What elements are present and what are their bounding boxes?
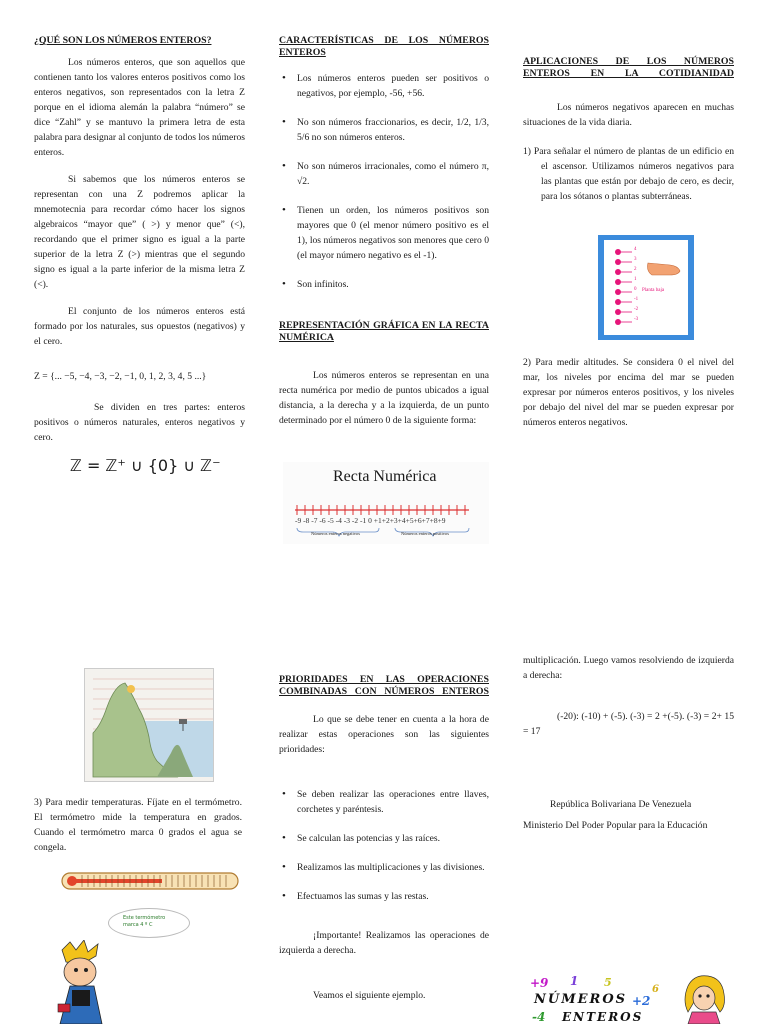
heading-applications: APLICACIONES DE LOS NÚMEROS ENTEROS EN LA COTIDIANIDAD <box>523 56 734 79</box>
list-item: • No son números irracionales, como el número π, √2. <box>297 159 489 189</box>
floor-number: 1 <box>634 277 637 282</box>
list-item: • Efectuamos las sumas y las restas. <box>297 889 489 904</box>
paragraph-daily-life: Los números negativos aparecen en muchas situaciones de la vida diaria. <box>523 102 734 128</box>
mountain-sea-icon <box>85 669 213 781</box>
heading-priorities: PRIORIDADES EN LAS OPERACIONES COMBINADAS CON NÚMEROS ENTEROS <box>279 674 489 697</box>
paragraph-mnemonic: Si sabemos que los números enteros se representan con una Z podremos aplicar la mnemotecnia para recordar cómo hacer los signos algebraicos “mayor que” ( >) y menor que” (<), recordando que el primer signo es igual a la parte superior de la letra Z (>) mientras que el segundo signo es igual a la parte inferior de la misma letra Z (<). <box>34 174 245 290</box>
speech-bubble-text: Este termómetro marca 4 º C <box>123 915 166 928</box>
paragraph-set: El conjunto de los números enteros está formado por los naturales, sus opuestos (negativos) y el cero. <box>34 306 245 347</box>
application-temperatures: 3) Para medir temperaturas. Fíjate en el termómetro. El termómetro mide la temperatura en grados. Cuando el termómetro marca 0 grados el agua se congela. <box>34 797 242 853</box>
list-item: • Tienen un orden, los números positivos son mayores que 0 (el menor número positivo es el 1), los números negativos son menores que cero 0 (el mayor número negativo es el -1). <box>297 203 489 263</box>
heading-what-are-integers: ¿QUÉ SON LOS NÚMEROS ENTEROS? <box>34 35 212 46</box>
floor-number: 0 <box>634 287 637 292</box>
paragraph-priorities: Lo que se debe tener en cuenta a la hora de realizar estas operaciones son las siguientes prioridades: <box>279 714 489 755</box>
column-example <box>523 653 734 833</box>
paragraph-continuation: multiplicación. Luego vamos resolviendo de izquierda a derecha: <box>523 655 734 681</box>
deco-number: 5 <box>604 976 612 989</box>
deco-number: -4 <box>532 1010 546 1024</box>
floor-number: -3 <box>634 317 639 322</box>
heading-graphic-representation: REPRESENTACIÓN GRÁFICA EN LA RECTA NUMÉRICA <box>279 320 489 343</box>
application-floors: 1) Para señalar el número de plantas de un edificio en el ascensor. Utilizamos números negativos para las plantas que están por debajo de cero, es decir, para los sótanos o plantas subterráneas. <box>523 146 734 202</box>
floor-number: -2 <box>634 307 639 312</box>
application-altitudes-block <box>523 355 734 430</box>
integer-union-formula: ℤ = ℤ⁺ ∪ {0} ∪ ℤ⁻ <box>70 456 221 475</box>
floor-number: 3 <box>634 257 637 262</box>
integer-set: Z = {... −5, −4, −3, −2, −1, 0, 1, 2, 3, 4, 5 ...} <box>34 371 207 382</box>
column-characteristics <box>279 35 489 428</box>
title-art <box>524 972 734 1024</box>
paragraph-definition: Los números enteros, que son aquellos que contienen tanto los valores enteros positivos como los enteros negativos, son representados con la letra Z porque en el idioma alemán la palabra “número” se dice “Zahl” y se mantuvo la primera letra de esta palabra para designar al conjunto de todos los números enteros. <box>34 57 246 158</box>
boy-icon <box>52 940 132 1024</box>
title-word-numeros: NÚMEROS <box>534 992 628 1007</box>
number-line-numbers: -9 -8 -7 -6 -5 -4 -3 -2 -1 0 +1+2+3+4+5+6+7+8+9 <box>295 516 446 525</box>
list-item: • Realizamos las multiplicaciones y las divisiones. <box>297 860 489 875</box>
column-applications <box>523 56 734 204</box>
ground-floor-label: Planta baja <box>642 288 665 293</box>
girl-icon <box>674 972 734 1024</box>
number-line-title: Recta Numérica <box>333 468 437 485</box>
paragraph-example-intro: Veamos el siguiente ejemplo. <box>313 990 426 1001</box>
thermometer-figure <box>60 868 240 894</box>
number-line-figure <box>283 462 489 544</box>
paragraph-number-line: Los números enteros se representan en una recta numérica por medio de puntos ubicados a igual distancia, a la derecha y a la izquierda, de un punto determinado por el número 0 de la siguiente forma: <box>279 370 489 426</box>
deco-number: 6 <box>652 984 659 995</box>
floor-number: 4 <box>634 247 637 252</box>
worked-example: (-20): (-10) + (-5). (-3) = 2 +(-5). (-3) = 2+ 15 = 17 <box>523 711 734 737</box>
elevator-floors-figure <box>598 235 694 340</box>
priorities-list <box>279 787 489 904</box>
paragraph-important: ¡Importante! Realizamos las operaciones de izquierda a derecha. <box>279 930 489 956</box>
deco-number: 1 <box>570 974 579 988</box>
application-temperatures-block <box>34 795 242 855</box>
negative-label: Números enteros negativos <box>311 531 360 536</box>
altitude-illustration <box>84 668 214 782</box>
list-item: • No son números fraccionarios, es decir, 1/2, 1/3, 5/6 no son números enteros. <box>297 115 489 145</box>
characteristics-list <box>279 71 489 292</box>
heading-characteristics: CARACTERÍSTICAS DE LOS NÚMEROS ENTEROS <box>279 35 489 58</box>
paragraph-three-parts: Se dividen en tres partes: enteros positivos o números naturales, enteros negativos y cero. <box>34 402 245 443</box>
thermometer-speech-bubble <box>108 908 190 938</box>
list-item: • Se deben realizar las operaciones entre llaves, corchetes y paréntesis. <box>297 787 489 817</box>
cartoon-boy-illustration <box>52 940 132 1024</box>
column-priorities <box>279 674 489 1003</box>
list-item: • Se calculan las potencias y las raíces. <box>297 831 489 846</box>
deco-number: +2 <box>632 994 651 1008</box>
deco-number: +9 <box>530 976 549 990</box>
floor-number: 2 <box>634 267 637 272</box>
government-name: República Bolivariana De Venezuela <box>550 799 692 810</box>
application-altitudes: 2) Para medir altitudes. Se considera 0 el nivel del mar, los niveles por encima del mar se pueden expresar por números enteros positivos, y los niveles por debajo del nivel del mar se pueden expresar por números enteros negativos. <box>523 357 734 428</box>
positive-label: Números enteros positivos <box>401 531 449 536</box>
ministry-name: Ministerio Del Poder Popular para la Educación <box>523 820 708 831</box>
title-word-enteros: ENTEROS <box>562 1010 644 1024</box>
list-item: • Los números enteros pueden ser positivos o negativos, por ejemplo, -56, +56. <box>297 71 489 101</box>
column-what-are-integers <box>34 35 245 477</box>
floor-number: -1 <box>634 297 639 302</box>
list-item: • Son infinitos. <box>297 277 489 292</box>
thermometer-icon <box>60 868 240 894</box>
